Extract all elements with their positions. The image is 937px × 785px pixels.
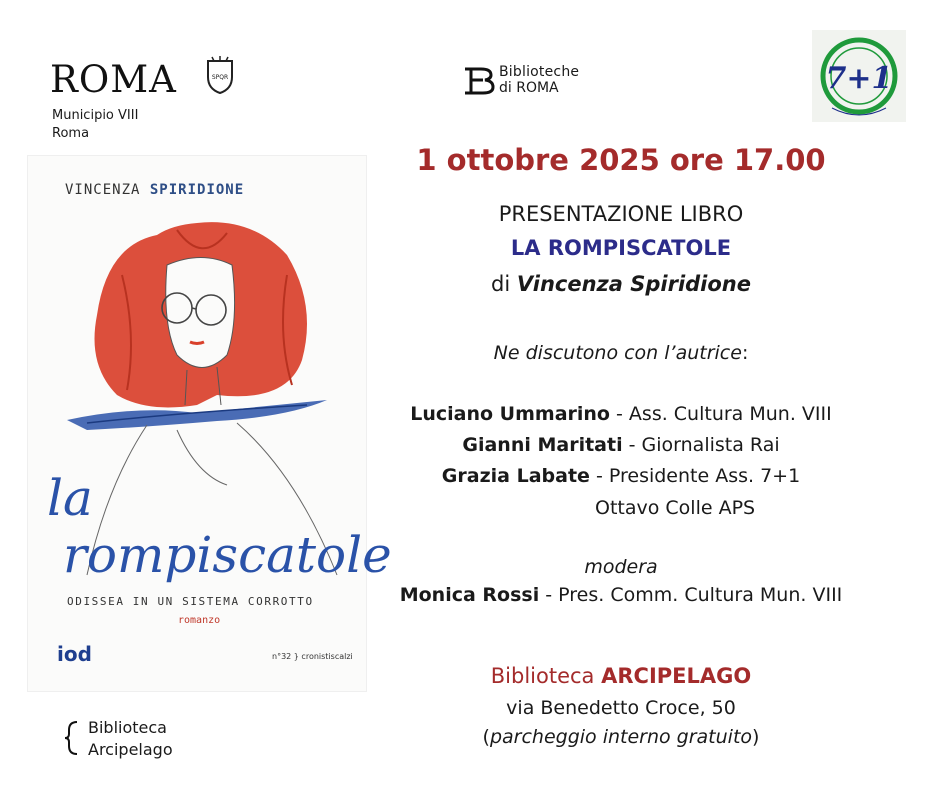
roma-wordmark: ROMA bbox=[50, 58, 177, 101]
spqr-shield-icon bbox=[204, 55, 236, 95]
arcipelago-brace-icon bbox=[63, 720, 83, 756]
book-cover bbox=[27, 155, 392, 692]
discussants-intro: Ne discutono con l’autrice: bbox=[493, 342, 749, 364]
cover-genre: romanzo bbox=[178, 615, 221, 626]
cover-title-line2: rompiscatole bbox=[63, 526, 392, 584]
venue-prefix: Biblioteca bbox=[490, 664, 602, 688]
by-prefix: di bbox=[491, 272, 511, 296]
speaker-name: Luciano Ummarino bbox=[410, 403, 610, 425]
venue-address: via Benedetto Croce, 50 bbox=[506, 697, 736, 719]
speaker-row bbox=[385, 434, 857, 456]
arcipelago-logo-line1: Biblioteca bbox=[88, 718, 167, 737]
venue bbox=[385, 664, 857, 688]
biblioteche-b-icon bbox=[463, 65, 495, 95]
book-author: Vincenza Spiridione bbox=[516, 272, 751, 296]
cover-illustration bbox=[27, 155, 367, 692]
book-title: LA ROMPISCATOLE bbox=[510, 236, 732, 260]
cover-author bbox=[65, 182, 244, 198]
speaker-role: - Ass. Cultura Mun. VIII bbox=[609, 403, 832, 425]
biblioteche-city: di ROMA bbox=[499, 80, 559, 96]
moderator-role: - Pres. Comm. Cultura Mun. VIII bbox=[539, 584, 843, 606]
arcipelago-logo-line2: Arcipelago bbox=[88, 740, 173, 759]
moderator-name: Monica Rossi bbox=[399, 584, 540, 606]
moderator-row bbox=[385, 584, 857, 606]
cover-author-first: VINCENZA bbox=[65, 182, 141, 198]
cover-title-line1: la bbox=[47, 469, 93, 527]
speaker-role: - Giornalista Rai bbox=[622, 434, 780, 456]
cover-publisher-logo: iod bbox=[57, 642, 92, 666]
book-author-line bbox=[385, 272, 857, 296]
speaker-role: - Presidente Ass. 7+1 bbox=[589, 465, 801, 487]
cover-author-last: SPIRIDIONE bbox=[149, 182, 245, 198]
association-7plus1-logo bbox=[812, 30, 906, 122]
cover-subtitle: ODISSEA IN UN SISTEMA CORROTTO bbox=[67, 595, 314, 608]
speaker-row bbox=[385, 465, 857, 487]
municipio-city: Roma bbox=[52, 126, 90, 141]
parking-note: (parcheggio interno gratuito) bbox=[482, 726, 760, 748]
event-date: 1 ottobre 2025 ore 17.00 bbox=[416, 143, 826, 177]
speaker-role-continued: Ottavo Colle APS bbox=[595, 497, 756, 519]
biblioteche-label: Biblioteche bbox=[499, 64, 580, 80]
municipio-label: Municipio VIII bbox=[52, 108, 139, 123]
venue-name: ARCIPELAGO bbox=[601, 664, 752, 688]
moderator-label: modera bbox=[584, 556, 658, 578]
speaker-name: Grazia Labate bbox=[441, 465, 590, 487]
speaker-name: Gianni Maritati bbox=[462, 434, 623, 456]
shield-text: SPQR bbox=[211, 74, 229, 81]
cover-series: n°32 } cronistiscalzi bbox=[272, 652, 353, 661]
event-type: PRESENTAZIONE LIBRO bbox=[498, 202, 744, 226]
logo-number: 7+1 bbox=[825, 61, 893, 96]
speaker-row bbox=[385, 403, 857, 425]
